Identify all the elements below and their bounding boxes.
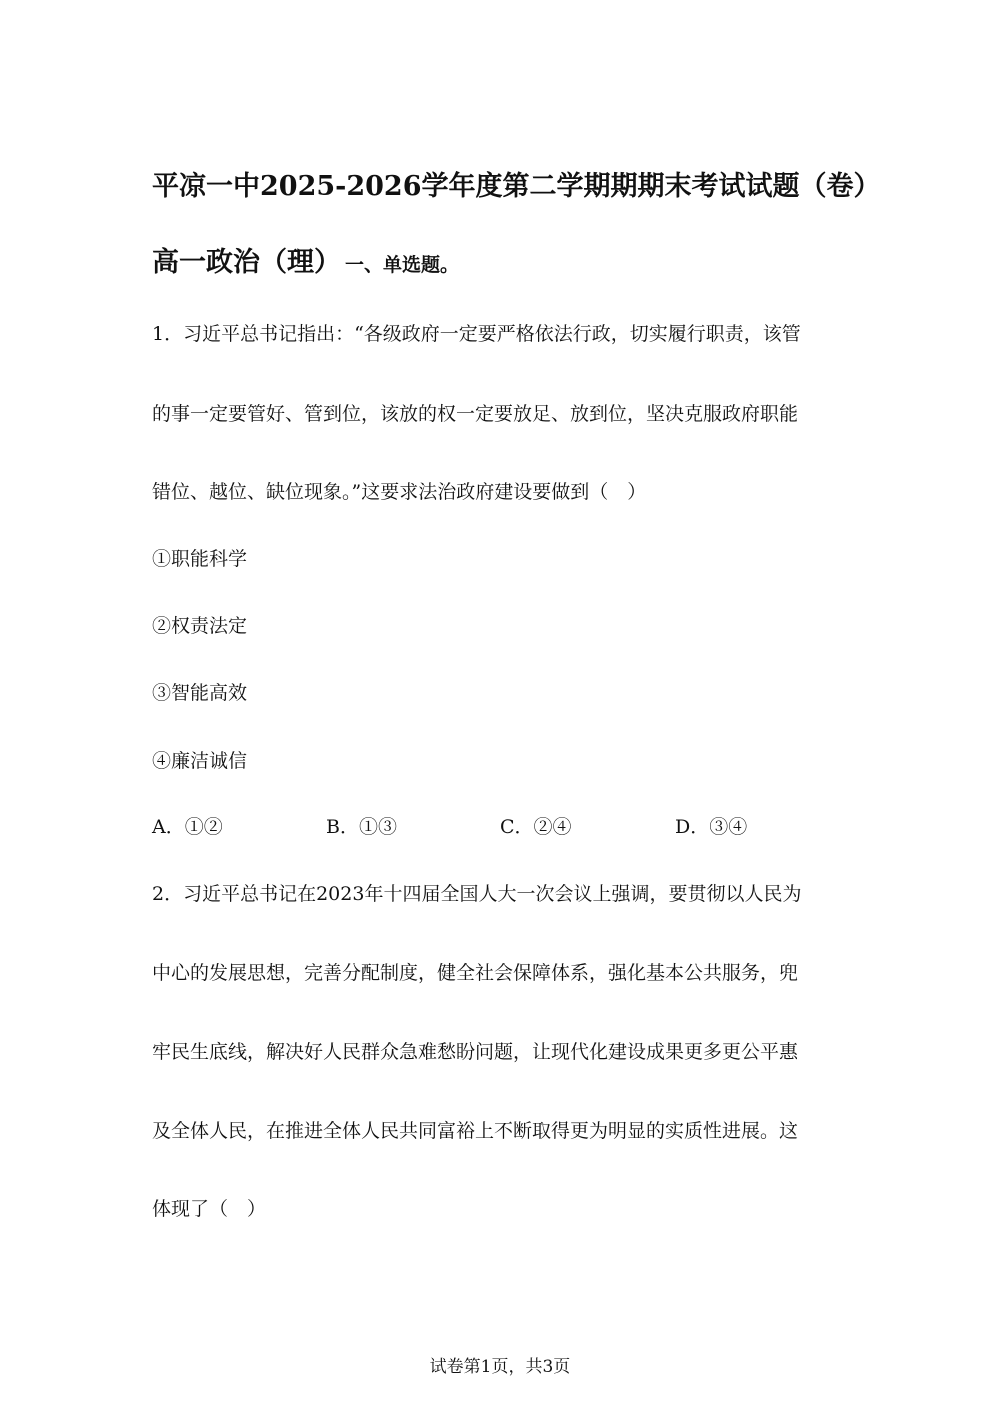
question-2-line-5: 体现了（ ） [152, 1198, 267, 1220]
question-1-line-3: 错位、越位、缺位现象。”这要求法治政府建设要做到（ ） [152, 481, 647, 503]
question-2-line-4: 及全体人民，在推进全体人民共同富裕上不断取得更为明显的实质性进展。这 [152, 1120, 799, 1142]
page-footer: 试卷第1页，共3页 [429, 1357, 571, 1377]
question-1-option-2: ②权责法定 [152, 615, 248, 637]
question-1-option-3: ③智能高效 [152, 682, 248, 704]
question-1-choice-b: B．①③ [326, 816, 397, 838]
question-1-option-1: ①职能科学 [152, 548, 248, 570]
question-1-line-1: 1．习近平总书记指出：“各级政府一定要严格依法行政，切实履行职责，该管 [152, 323, 801, 345]
subtitle-row [152, 246, 459, 283]
question-1-option-4: ④廉洁诚信 [152, 750, 248, 772]
exam-title: 平凉一中2025-2026学年度第二学期期期末考试试题（卷） [152, 171, 881, 202]
question-1-choice-d: D．③④ [675, 816, 748, 838]
question-2-line-3: 牢民生底线，解决好人民群众急难愁盼问题，让现代化建设成果更多更公平惠 [152, 1041, 799, 1063]
exam-subtitle: 高一政治（理） [152, 247, 341, 278]
question-1-choice-a: A．①② [152, 816, 223, 838]
question-1-choice-c: C．②④ [500, 816, 572, 838]
section-heading: 一、单选题。 [345, 254, 460, 276]
question-2-line-1: 2．习近平总书记在2023年十四届全国人大一次会议上强调，要贯彻以人民为 [152, 883, 802, 905]
question-1-line-2: 的事一定要管好、管到位，该放的权一定要放足、放到位，坚决克服政府职能 [152, 403, 799, 425]
question-2-line-2: 中心的发展思想，完善分配制度，健全社会保障体系，强化基本公共服务，兜 [152, 962, 799, 984]
